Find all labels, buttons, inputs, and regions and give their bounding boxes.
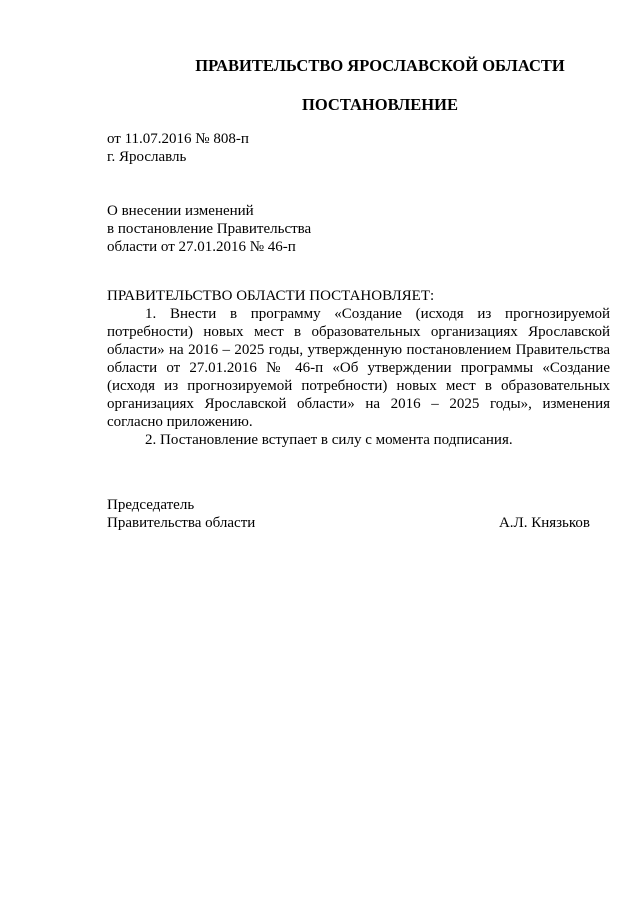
city: г. Ярославль — [107, 149, 187, 165]
paragraph: 1. Внести в программу «Создание (исходя из прогнозируемой потребности) новых мест в образовательных организациях Ярославской области» на 2016 – 2025 годы, утвержденную постановлением Правительства области от 27.01.2016 № 46-п «Об утверждении программы «Создание (исходя из прогнозируемой потребности) новых мест в образовательных организациях Ярославской области» на 2016 – 2025 годы», изменения согласно приложению. — [107, 306, 610, 430]
subject-line: в постановление Правительства — [107, 221, 312, 237]
date-number: от 11.07.2016 № 808-п — [107, 131, 249, 147]
document-type-heading: ПОСТАНОВЛЕНИЕ — [302, 95, 458, 114]
subject-line: О внесении изменений — [107, 203, 254, 219]
body-text — [107, 305, 610, 449]
paragraph: 2. Постановление вступает в силу с момента подписания. — [145, 432, 513, 448]
signature-row — [107, 514, 610, 532]
signer-name: А.Л. Князьков — [498, 515, 590, 531]
signer-title-line1: Председатель — [107, 497, 195, 513]
signature-block — [107, 496, 610, 532]
document-meta — [107, 130, 249, 166]
signer-title-line2: Правительства области — [107, 515, 256, 531]
subject-line: области от 27.01.2016 № 46-п — [107, 239, 296, 255]
subject-block — [107, 202, 311, 256]
authority-heading: ПРАВИТЕЛЬСТВО ЯРОСЛАВСКОЙ ОБЛАСТИ — [195, 56, 565, 75]
decree-intro: ПРАВИТЕЛЬСТВО ОБЛАСТИ ПОСТАНОВЛЯЕТ: — [107, 288, 435, 304]
